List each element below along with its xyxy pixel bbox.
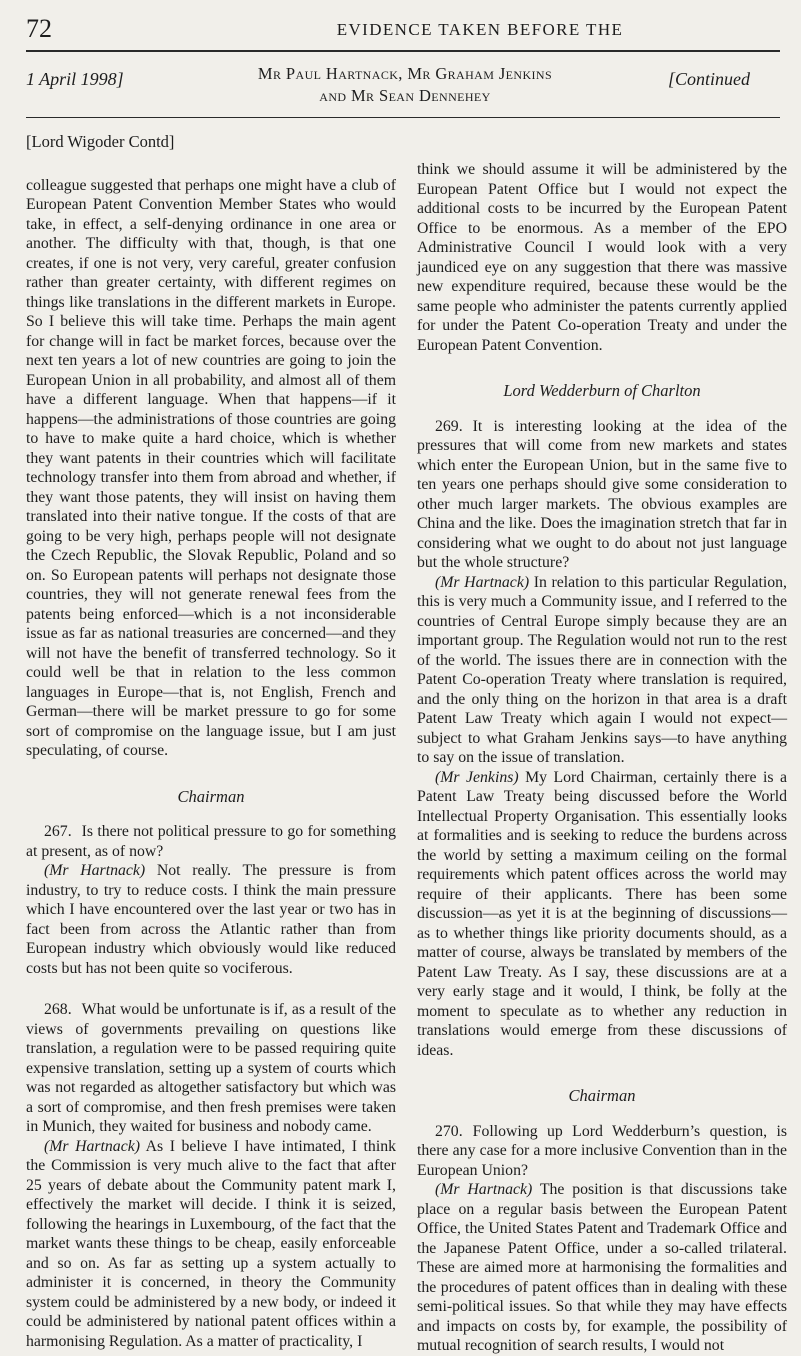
question-268	[26, 1000, 396, 1137]
question-text: It is interesting looking at the idea of the pressures that will come from new markets and states which enter the European Union, but in the same five to ten years one perhaps should give some consideration to other much larger markets. The obvious examples are China and the like. Does the imagination stretch that far in considering what we ought to do about not just language but the whole structure?	[417, 417, 787, 571]
session-date: 1 April 1998]	[26, 69, 124, 89]
answer-text: The position is that discussions take place on a regular basis between the European Patent Office, the United States Patent and Trademark Office and the Japanese Patent Office, under a so-called trilateral. These are aimed more at harmonising the formalities and the procedures of patent offices than in dealing with these semi-political issues. So that while they may have effects and impacts on costs by, for example, the possibility of mutual recognition of search results, I would not	[417, 1181, 787, 1354]
question-number: 268.	[44, 1001, 72, 1018]
paragraph: colleague suggested that perhaps one might have a club of European Patent Convention Member States who would take, in effect, a self-denying ordinance in one area or another. The difficulty with that, though, is that one creates, if one is not very, very careful, greater confusion rather than greater certainty, with different regimes on things like translations in the different markets in Europe. So I believe this will take time. Perhaps the main agent for change will in fact be market forces, because over the next ten years a lot of new countries are going to join the European Union in all probability, and almost all of them have a different language. When that happens—if it happens—the administrations of those countries are going to have to make quite a hard choice, which is whether they want patents in their countries which will facilitate technology transfer into them from abroad and whether, if they want those patents, they will insist on having them translated into their native tongue. If the costs of that are going to be very high, perhaps people will not designate the Czech Republic, the Slovak Republic, Poland and so on. So European patents will perhaps not designate those countries, they will not generate renewal fees from the patents being enforced—which is a not inconsiderable issue as far as national treasuries are concerned—and they will not have the benefit of transferred technology. So it could well be that in relation to the less common languages in Europe—that is, not English, French and German—there will be market pressure to go for some sort of compromise on the language issue, but I am just speculating, of course.	[26, 176, 396, 759]
paragraph: think we should assume it will be administered by the European Patent Office but I would not expect the additional costs to be incurred by the European Patent Office to be enormous. As a member of the EPO Administrative Council I would look with a very jaundiced eye on any suggestion that there was massive new expenditure required, because these would be the same people who administer the patents currently applied for under the Patent Co-operation Treaty and under the European Patent Convention.	[417, 161, 787, 354]
question-number: 270.	[435, 1122, 463, 1140]
speaker-heading: Chairman	[177, 786, 245, 806]
answer-text: Not really. The pressure is from industry, to try to reduce costs. I think the main pressure which I have encountered over the last year or two has in fact been from across the Atlantic rather than from European industry which obviously would like reduced costs but has not been quite so vociferous.	[26, 862, 396, 977]
speaker-context: [Lord Wigoder Contd]	[26, 132, 175, 151]
right-column	[417, 160, 787, 1356]
answer-text: In relation to this particular Regulation, this is very much a Community issue, and I referred to the countries of Central Europe simply because they are an important group. The Regulation would not run to the rest of the world. The issues there are in connection with the Patent Co-operation Treaty where translation is required, and the only thing on the horizon in that area is a draft Patent Law Treaty which again I would not expect—subject to what Graham Jenkins says—to have anything to say on the issue of translation.	[417, 573, 787, 766]
continued-marker: [Continued	[668, 69, 751, 89]
answer-speaker: (Mr Hartnack)	[435, 1181, 533, 1198]
question-text: Following up Lord Wedderburn’s question, is there any case for a more inclusive Convention than in the European Union?	[417, 1122, 787, 1179]
speaker-heading: Chairman	[568, 1086, 636, 1105]
answer-269	[417, 573, 787, 768]
question-number: 269.	[435, 417, 463, 435]
answer-270	[417, 1180, 787, 1356]
question-267	[26, 822, 396, 861]
answer-speaker: (Mr Hartnack)	[44, 1137, 140, 1155]
question-text: What would be unfortunate is if, as a result of the views of governments prevailing on questions like translation, a regulation were to be passed requiring quite expensive translation, setting up a system of courts which was not regarded as altogether satisfactory but which was a sort of compromise, and then fresh premises were taken in Munich, they waited for business and nobody came.	[26, 1001, 396, 1135]
question-269	[417, 417, 787, 573]
speaker-heading: Lord Wedderburn of Charlton	[503, 381, 701, 400]
question-270	[417, 1122, 787, 1181]
witness-names	[190, 63, 620, 107]
witnesses-line-1: Mr Paul Hartnack, Mr Graham Jenkins	[257, 64, 553, 83]
answer-speaker: (Mr Hartnack)	[44, 862, 146, 879]
page-number: 72	[26, 14, 52, 43]
header-rule-bottom	[26, 117, 780, 118]
answer-268	[26, 1137, 396, 1352]
answer-267	[26, 861, 396, 978]
answer-text: As I believe I have intimated, I think the Commission is very much alive to the fact that after 25 years of debate about the Community patent mark I, effectively the market will decide. I think it is seized, following the hearings in Luxembourg, of the fact that the market wants these things to be cheap, easily enforceable and so on. As far as setting up a system actually to administer it is concerned, in theory the Community system could be administered by a new body, or indeed it could be administered by national patent offices within a harmonising Regulation. As a matter of practicality, I	[26, 1137, 397, 1350]
answer-269-jenkins	[417, 768, 787, 1061]
left-column	[26, 132, 396, 1351]
answer-text: My Lord Chairman, certainly there is a Patent Law Treaty being discussed before the World Intellectual Property Organisation. This essentially looks at formalities and is seeking to reduce the burdens across the world by setting a maximum ceiling on the formal requirements which patent offices across the world may require of their applicants. There has been some discussion—as yet it is at the beginning of discussions—as to whether things like priority documents should, as a matter of course, always be translated by members of the Patent Law Treaty. As I say, these discussions are at a very early stage and it would, I think, be folly at the moment to speculate as to whether any reduction in translations would emerge from these discussions of ideas.	[417, 768, 788, 1059]
witnesses-line-2: and Mr Sean Dennehey	[319, 86, 491, 105]
answer-speaker: (Mr Jenkins)	[435, 768, 519, 786]
question-number: 267.	[44, 823, 72, 840]
running-head: EVIDENCE TAKEN BEFORE THE	[336, 20, 624, 39]
answer-speaker: (Mr Hartnack)	[435, 573, 530, 591]
question-text: Is there not political pressure to go for something at present, as of now?	[26, 823, 396, 860]
header-rule-top	[26, 50, 780, 52]
